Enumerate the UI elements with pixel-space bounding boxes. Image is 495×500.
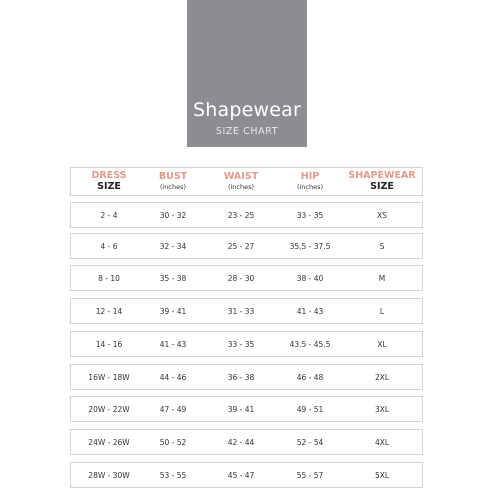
cell-shapewear-size: 4XL — [374, 437, 390, 447]
cell-shapewear-size: 2XL — [374, 372, 390, 382]
cell-shapewear-size: 5XL — [374, 470, 390, 480]
page-subtitle: SIZE CHART — [215, 126, 279, 137]
cell-bust: 30 - 32 — [159, 210, 187, 220]
header-bust-unit: (inches) — [159, 183, 187, 191]
cell-bust: 53 - 55 — [159, 470, 187, 480]
cell-dress: 8 - 10 — [98, 273, 120, 283]
header-waist-label: WAIST — [223, 171, 259, 182]
header-waist — [201, 171, 281, 192]
header-shapewear-size — [340, 170, 424, 193]
header-dress-size-label: SIZE — [97, 181, 121, 192]
header-waist-unit: (inches) — [227, 183, 255, 191]
table-header — [70, 167, 423, 196]
table-row — [70, 331, 423, 357]
cell-dress: 28W - 30W — [88, 470, 130, 480]
header-hip-label: HIP — [300, 171, 320, 182]
header-bust-label: BUST — [158, 171, 188, 182]
cell-dress: 24W - 26W — [88, 437, 130, 447]
cell-waist: 25 - 27 — [227, 241, 255, 251]
cell-hip: 43.5 - 45.5 — [289, 339, 331, 349]
cell-shapewear-size: M — [378, 273, 386, 283]
cell-shapewear-size: 3XL — [374, 404, 390, 414]
cell-bust: 50 - 52 — [159, 437, 187, 447]
header-shapewear-size-label: SIZE — [370, 181, 394, 192]
cell-dress: 20W - 22W — [88, 404, 130, 414]
cell-shapewear-size: XS — [377, 210, 387, 220]
cell-waist: 23 - 25 — [227, 210, 255, 220]
table-row — [70, 298, 423, 324]
title-banner — [187, 0, 307, 147]
cell-hip: 35.5 - 37.5 — [289, 241, 331, 251]
cell-dress: 2 - 4 — [100, 210, 118, 220]
table-row — [70, 462, 423, 488]
table-row — [70, 233, 423, 259]
cell-shapewear-size: XL — [377, 339, 387, 349]
table-row — [70, 364, 423, 390]
table-row — [70, 396, 423, 422]
cell-hip: 41 - 43 — [296, 306, 324, 316]
cell-dress: 4 - 6 — [100, 241, 118, 251]
cell-waist: 39 - 41 — [227, 404, 255, 414]
cell-bust: 41 - 43 — [159, 339, 187, 349]
cell-hip: 38 - 40 — [296, 273, 324, 283]
cell-shapewear-size: S — [379, 241, 385, 251]
cell-hip: 46 - 48 — [296, 372, 324, 382]
cell-waist: 31 - 33 — [227, 306, 255, 316]
cell-bust: 47 - 49 — [159, 404, 187, 414]
cell-waist: 42 - 44 — [227, 437, 255, 447]
cell-waist: 45 - 47 — [227, 470, 255, 480]
cell-hip: 55 - 57 — [296, 470, 324, 480]
cell-hip: 49 - 51 — [296, 404, 324, 414]
size-chart-table — [70, 167, 423, 480]
cell-bust: 39 - 41 — [159, 306, 187, 316]
table-row — [70, 429, 423, 455]
cell-hip: 33 - 35 — [296, 210, 324, 220]
page-title: Shapewear — [193, 99, 301, 121]
cell-shapewear-size: L — [379, 306, 385, 316]
header-dress-label: DRESS — [91, 170, 127, 181]
cell-bust: 44 - 46 — [159, 372, 187, 382]
table-row — [70, 202, 423, 228]
cell-bust: 32 - 34 — [159, 241, 187, 251]
header-hip-unit: (inches) — [296, 183, 324, 191]
header-hip — [270, 171, 350, 192]
cell-dress: 16W - 18W — [88, 372, 130, 382]
header-shapewear-label: SHAPEWEAR — [348, 170, 416, 181]
cell-bust: 35 - 38 — [159, 273, 187, 283]
cell-waist: 36 - 38 — [227, 372, 255, 382]
cell-waist: 28 - 30 — [227, 273, 255, 283]
cell-hip: 52 - 54 — [296, 437, 324, 447]
table-row — [70, 265, 423, 291]
cell-dress: 14 - 16 — [95, 339, 123, 349]
cell-dress: 12 - 14 — [95, 306, 123, 316]
cell-waist: 33 - 35 — [227, 339, 255, 349]
